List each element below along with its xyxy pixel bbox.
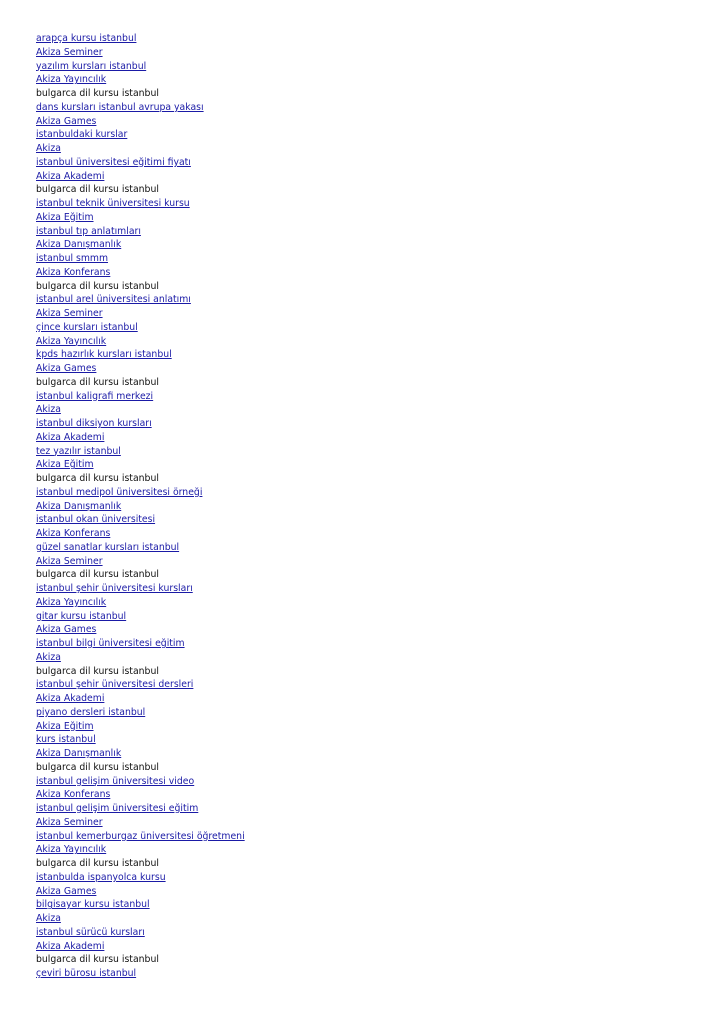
link-item[interactable]: Akiza Danışmanlık <box>36 239 122 251</box>
link-item[interactable]: Akiza Yayıncılık <box>36 596 107 608</box>
link-item[interactable]: istanbul bilgi üniversitesi eğitim <box>36 638 185 649</box>
link-item[interactable]: Akiza Danışmanlık <box>36 500 122 512</box>
link-item[interactable]: istanbul şehir üniversitesi dersleri <box>36 679 194 691</box>
link-item[interactable]: Akiza Games <box>36 885 97 897</box>
link-item[interactable]: Akiza Akademi <box>36 170 105 182</box>
link-item[interactable]: Akiza Games <box>36 363 97 374</box>
text-line: bulgarca dil kursu istanbul <box>36 954 159 966</box>
text-line: bulgarca dil kursu istanbul <box>36 665 159 677</box>
link-item[interactable]: Akiza Seminer <box>36 816 103 828</box>
text-line: bulgarca dil kursu istanbul <box>36 280 159 292</box>
link-item[interactable]: istanbul teknik üniversitesi kursu <box>36 198 190 209</box>
text-line: bulgarca dil kursu istanbul <box>36 88 159 99</box>
link-item[interactable]: Akiza Seminer <box>36 308 103 319</box>
link-item[interactable]: istanbul smmm <box>36 253 109 264</box>
link-item[interactable]: istanbul üniversitesi eğitimi fiyatı <box>36 156 191 168</box>
link-item[interactable]: yazılım kursları istanbul <box>36 60 147 72</box>
link-item[interactable]: Akiza <box>36 404 61 416</box>
link-item[interactable]: gitar kursu istanbul <box>36 610 127 622</box>
link-item[interactable]: Akiza <box>36 651 61 663</box>
link-item[interactable]: arapça kursu istanbul <box>36 33 137 44</box>
link-item[interactable]: istanbul kaligrafi merkezi <box>36 390 154 402</box>
link-item[interactable]: istanbul tıp anlatımları <box>36 225 141 237</box>
link-item[interactable]: Akiza <box>36 143 61 154</box>
link-item[interactable]: Akiza Eğitim <box>36 211 94 223</box>
link-item[interactable]: kurs istanbul <box>36 734 96 746</box>
link-item[interactable]: tez yazılır istanbul <box>36 445 121 457</box>
link-item[interactable]: istanbul medipol üniversitesi örneği <box>36 486 203 498</box>
link-item[interactable]: Akiza Seminer <box>36 555 103 567</box>
link-item[interactable]: Akiza Akademi <box>36 431 105 443</box>
link-item[interactable]: istanbulda ispanyolca kursu <box>36 871 166 883</box>
link-item[interactable]: Akiza Akademi <box>36 940 105 952</box>
link-item[interactable]: bilgisayar kursu istanbul <box>36 899 150 911</box>
text-line: bulgarca dil kursu istanbul <box>36 858 159 869</box>
text-line: bulgarca dil kursu istanbul <box>36 376 159 388</box>
link-item[interactable]: Akiza Akademi <box>36 693 105 704</box>
link-item[interactable]: Akiza Konferans <box>36 266 111 278</box>
link-item[interactable]: Akiza Yayıncılık <box>36 335 107 347</box>
link-item[interactable]: Akiza <box>36 913 61 924</box>
link-item[interactable]: istanbul okan üniversitesi <box>36 514 156 526</box>
link-item[interactable]: Akiza Yayıncılık <box>36 74 107 86</box>
text-line: bulgarca dil kursu istanbul <box>36 184 159 196</box>
link-item[interactable]: Akiza Eğitim <box>36 720 94 732</box>
link-item[interactable]: Akiza Eğitim <box>36 459 94 471</box>
link-item[interactable]: Akiza Yayıncılık <box>36 844 107 856</box>
link-item[interactable]: Akiza Konferans <box>36 528 111 539</box>
text-line: bulgarca dil kursu istanbul <box>36 761 159 773</box>
link-item[interactable]: kpds hazırlık kursları istanbul <box>36 349 172 361</box>
link-item[interactable]: Akiza Danışmanlık <box>36 748 122 759</box>
text-line: bulgarca dil kursu istanbul <box>36 569 159 581</box>
link-item[interactable]: istanbul kemerburgaz üniversitesi öğretmeni <box>36 830 245 842</box>
link-item[interactable]: istanbuldaki kurslar <box>36 129 128 141</box>
link-item[interactable]: çince kursları istanbul <box>36 321 138 333</box>
link-item[interactable]: istanbul sürücü kursları <box>36 926 145 938</box>
link-item[interactable]: Akiza Games <box>36 624 97 636</box>
link-item[interactable]: Akiza Konferans <box>36 789 111 801</box>
link-item[interactable]: güzel sanatlar kursları istanbul <box>36 541 180 553</box>
link-item[interactable]: Akiza Seminer <box>36 46 103 58</box>
link-item[interactable]: çeviri bürosu istanbul <box>36 968 137 979</box>
link-item[interactable]: istanbul gelişim üniversitesi eğitim <box>36 803 199 814</box>
link-item[interactable]: istanbul gelişim üniversitesi video <box>36 775 195 787</box>
link-item[interactable]: dans kursları istanbul avrupa yakası <box>36 101 204 113</box>
link-item[interactable]: Akiza Games <box>36 115 97 127</box>
link-item[interactable]: piyano dersleri istanbul <box>36 706 146 718</box>
text-line: bulgarca dil kursu istanbul <box>36 473 159 484</box>
link-item[interactable]: istanbul şehir üniversitesi kursları <box>36 583 193 594</box>
document-page <box>36 32 696 981</box>
link-item[interactable]: istanbul diksiyon kursları <box>36 418 152 429</box>
link-item[interactable]: istanbul arel üniversitesi anlatımı <box>36 294 191 306</box>
